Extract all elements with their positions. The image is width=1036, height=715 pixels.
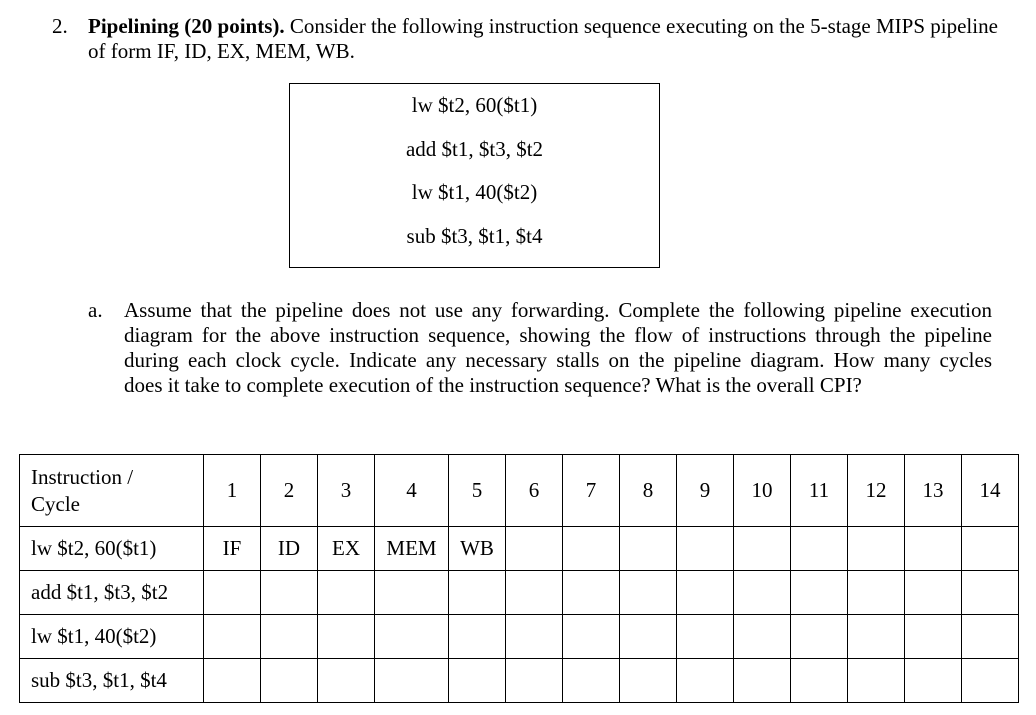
part-a-line-4: does it take to complete execution of the instruction sequence? What is the overall CPI? xyxy=(124,373,862,397)
stage-cell[interactable] xyxy=(734,659,791,703)
stage-cell[interactable] xyxy=(449,659,506,703)
table-row xyxy=(20,571,1019,615)
header-line-2: Cycle xyxy=(31,491,80,516)
stage-cell[interactable] xyxy=(848,527,905,571)
cycle-header: 11 xyxy=(791,455,848,527)
stage-cell[interactable] xyxy=(449,571,506,615)
part-a-line-1: Assume that the pipeline does not use any forwarding. Complete the following pipeline execution xyxy=(124,298,992,322)
pipeline-table xyxy=(19,454,1019,703)
cycle-header: 12 xyxy=(848,455,905,527)
stage-cell[interactable] xyxy=(204,571,261,615)
stage-cell[interactable] xyxy=(261,615,318,659)
stage-cell[interactable]: ID xyxy=(261,527,318,571)
stage-cell[interactable] xyxy=(620,527,677,571)
cycle-header: 6 xyxy=(506,455,563,527)
stage-cell[interactable] xyxy=(848,571,905,615)
stage-cell[interactable] xyxy=(506,571,563,615)
stage-cell[interactable] xyxy=(905,571,962,615)
stage-cell[interactable] xyxy=(506,615,563,659)
cycle-header: 2 xyxy=(261,455,318,527)
stage-cell[interactable] xyxy=(677,659,734,703)
stage-cell[interactable] xyxy=(677,571,734,615)
stage-cell[interactable] xyxy=(318,615,375,659)
code-line-4: sub $t3, $t1, $t4 xyxy=(406,224,543,248)
part-a-letter: a. xyxy=(88,298,103,322)
stage-cell[interactable] xyxy=(734,571,791,615)
stage-cell[interactable] xyxy=(375,571,449,615)
cycle-header: 8 xyxy=(620,455,677,527)
code-line-3: lw $t1, 40($t2) xyxy=(411,180,538,204)
cycle-header: 9 xyxy=(677,455,734,527)
stage-cell[interactable] xyxy=(962,527,1019,571)
cycle-header: 7 xyxy=(563,455,620,527)
cycle-header: 3 xyxy=(318,455,375,527)
stage-cell[interactable]: MEM xyxy=(375,527,449,571)
stage-cell[interactable] xyxy=(620,615,677,659)
stage-cell[interactable] xyxy=(791,527,848,571)
table-row xyxy=(20,615,1019,659)
row-instruction: lw $t2, 60($t1) xyxy=(20,527,204,571)
stage-cell[interactable] xyxy=(734,527,791,571)
stage-cell[interactable] xyxy=(261,571,318,615)
stage-cell[interactable] xyxy=(563,615,620,659)
stage-cell[interactable] xyxy=(848,659,905,703)
question-text xyxy=(88,14,1008,64)
cycle-header: 4 xyxy=(375,455,449,527)
cycle-header: 5 xyxy=(449,455,506,527)
stage-cell[interactable] xyxy=(791,571,848,615)
stage-cell[interactable] xyxy=(563,571,620,615)
table-row xyxy=(20,527,1019,571)
stage-cell[interactable] xyxy=(962,615,1019,659)
question-title: Pipelining (20 points). xyxy=(88,14,285,38)
stage-cell[interactable] xyxy=(375,659,449,703)
stage-cell[interactable] xyxy=(506,659,563,703)
stage-cell[interactable] xyxy=(449,615,506,659)
stage-cell[interactable] xyxy=(563,659,620,703)
stage-cell[interactable] xyxy=(563,527,620,571)
cycle-header: 10 xyxy=(734,455,791,527)
stage-cell[interactable] xyxy=(204,659,261,703)
stage-cell[interactable] xyxy=(962,571,1019,615)
stage-cell[interactable] xyxy=(905,527,962,571)
header-label xyxy=(20,455,204,527)
stage-cell[interactable] xyxy=(318,659,375,703)
code-line-2: add $t1, $t3, $t2 xyxy=(405,137,544,161)
stage-cell[interactable] xyxy=(620,571,677,615)
part-a-text xyxy=(124,298,992,398)
stage-cell[interactable] xyxy=(318,571,375,615)
row-instruction: lw $t1, 40($t2) xyxy=(20,615,204,659)
cycle-header: 13 xyxy=(905,455,962,527)
stage-cell[interactable] xyxy=(204,615,261,659)
stage-cell[interactable] xyxy=(962,659,1019,703)
part-a-line-3: during each clock cycle. Indicate any necessary stalls on the pipeline diagram. How many cycles xyxy=(124,348,992,372)
stage-cell[interactable] xyxy=(375,615,449,659)
stage-cell[interactable] xyxy=(620,659,677,703)
question-number: 2. xyxy=(52,14,68,38)
stage-cell[interactable]: IF xyxy=(204,527,261,571)
part-a-line-2: diagram for the above instruction sequence, showing the flow of instructions through the pipeline xyxy=(124,323,992,347)
row-instruction: add $t1, $t3, $t2 xyxy=(20,571,204,615)
stage-cell[interactable] xyxy=(677,615,734,659)
row-instruction: sub $t3, $t1, $t4 xyxy=(20,659,204,703)
header-row xyxy=(20,455,1019,527)
stage-cell[interactable] xyxy=(848,615,905,659)
stage-cell[interactable] xyxy=(261,659,318,703)
table-row xyxy=(20,659,1019,703)
header-line-1: Instruction / xyxy=(31,464,134,489)
stage-cell[interactable] xyxy=(677,527,734,571)
stage-cell[interactable] xyxy=(734,615,791,659)
stage-cell[interactable] xyxy=(791,659,848,703)
cycle-header: 14 xyxy=(962,455,1019,527)
stage-cell[interactable] xyxy=(905,615,962,659)
cycle-header: 1 xyxy=(204,455,261,527)
code-box xyxy=(289,83,660,268)
stage-cell[interactable] xyxy=(905,659,962,703)
question-body: Consider the following instruction sequence executing on the 5-stage MIPS pipeline of form IF, ID, EX, MEM, WB. xyxy=(88,14,998,63)
stage-cell[interactable]: WB xyxy=(449,527,506,571)
stage-cell[interactable]: EX xyxy=(318,527,375,571)
stage-cell[interactable] xyxy=(506,527,563,571)
code-line-1: lw $t2, 60($t1) xyxy=(411,93,538,117)
stage-cell[interactable] xyxy=(791,615,848,659)
